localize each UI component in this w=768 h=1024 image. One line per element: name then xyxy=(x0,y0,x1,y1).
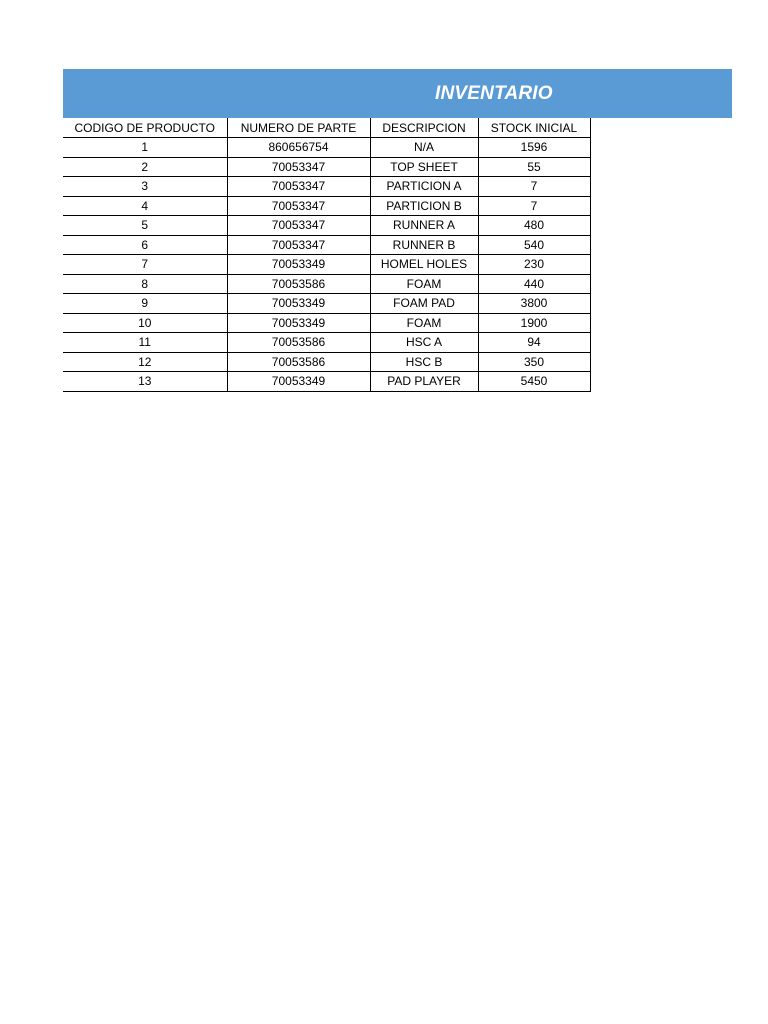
table-row xyxy=(63,372,590,392)
cell-stock-inicial: 3800 xyxy=(478,294,590,314)
table-row xyxy=(63,138,590,158)
table-row xyxy=(63,177,590,197)
cell-descripcion: PAD PLAYER xyxy=(370,372,478,392)
cell-descripcion: RUNNER A xyxy=(370,216,478,236)
cell-numero-parte: 70053349 xyxy=(227,255,370,275)
table-row xyxy=(63,274,590,294)
table-row xyxy=(63,333,590,353)
cell-codigo: 9 xyxy=(63,294,227,314)
cell-numero-parte: 70053349 xyxy=(227,372,370,392)
table-row xyxy=(63,294,590,314)
cell-numero-parte: 70053347 xyxy=(227,157,370,177)
inventory-table xyxy=(63,118,591,392)
cell-codigo: 6 xyxy=(63,235,227,255)
column-header-codigo: CODIGO DE PRODUCTO xyxy=(63,118,227,138)
cell-stock-inicial: 7 xyxy=(478,196,590,216)
cell-descripcion: FOAM xyxy=(370,313,478,333)
cell-descripcion: PARTICION A xyxy=(370,177,478,197)
cell-stock-inicial: 480 xyxy=(478,216,590,236)
header-row xyxy=(63,118,590,138)
table-row xyxy=(63,352,590,372)
table-row xyxy=(63,255,590,275)
cell-stock-inicial: 1900 xyxy=(478,313,590,333)
cell-descripcion: PARTICION B xyxy=(370,196,478,216)
cell-codigo: 5 xyxy=(63,216,227,236)
page-title: INVENTARIO xyxy=(435,83,553,104)
cell-numero-parte: 860656754 xyxy=(227,138,370,158)
cell-codigo: 7 xyxy=(63,255,227,275)
cell-codigo: 11 xyxy=(63,333,227,353)
cell-codigo: 13 xyxy=(63,372,227,392)
title-banner xyxy=(63,69,732,118)
table-row xyxy=(63,196,590,216)
cell-descripcion: HSC A xyxy=(370,333,478,353)
cell-numero-parte: 70053347 xyxy=(227,235,370,255)
cell-stock-inicial: 440 xyxy=(478,274,590,294)
cell-codigo: 8 xyxy=(63,274,227,294)
cell-stock-inicial: 540 xyxy=(478,235,590,255)
cell-numero-parte: 70053347 xyxy=(227,177,370,197)
cell-numero-parte: 70053347 xyxy=(227,196,370,216)
cell-codigo: 2 xyxy=(63,157,227,177)
cell-descripcion: FOAM xyxy=(370,274,478,294)
cell-stock-inicial: 230 xyxy=(478,255,590,275)
cell-codigo: 10 xyxy=(63,313,227,333)
table-body xyxy=(63,138,590,392)
cell-descripcion: HOMEL HOLES xyxy=(370,255,478,275)
column-header-descripcion: DESCRIPCION xyxy=(370,118,478,138)
cell-descripcion: N/A xyxy=(370,138,478,158)
cell-stock-inicial: 1596 xyxy=(478,138,590,158)
cell-numero-parte: 70053349 xyxy=(227,294,370,314)
cell-numero-parte: 70053349 xyxy=(227,313,370,333)
table-row xyxy=(63,157,590,177)
cell-stock-inicial: 55 xyxy=(478,157,590,177)
table-row xyxy=(63,313,590,333)
cell-stock-inicial: 7 xyxy=(478,177,590,197)
column-header-stock-inicial: STOCK INICIAL xyxy=(478,118,590,138)
cell-numero-parte: 70053586 xyxy=(227,274,370,294)
cell-descripcion: FOAM PAD xyxy=(370,294,478,314)
cell-numero-parte: 70053586 xyxy=(227,333,370,353)
cell-descripcion: TOP SHEET xyxy=(370,157,478,177)
cell-numero-parte: 70053347 xyxy=(227,216,370,236)
cell-codigo: 4 xyxy=(63,196,227,216)
column-header-numero-parte: NUMERO DE PARTE xyxy=(227,118,370,138)
cell-stock-inicial: 94 xyxy=(478,333,590,353)
cell-codigo: 1 xyxy=(63,138,227,158)
cell-descripcion: RUNNER B xyxy=(370,235,478,255)
table-row xyxy=(63,216,590,236)
cell-descripcion: HSC B xyxy=(370,352,478,372)
cell-numero-parte: 70053586 xyxy=(227,352,370,372)
cell-stock-inicial: 350 xyxy=(478,352,590,372)
cell-stock-inicial: 5450 xyxy=(478,372,590,392)
cell-codigo: 12 xyxy=(63,352,227,372)
table-row xyxy=(63,235,590,255)
cell-codigo: 3 xyxy=(63,177,227,197)
